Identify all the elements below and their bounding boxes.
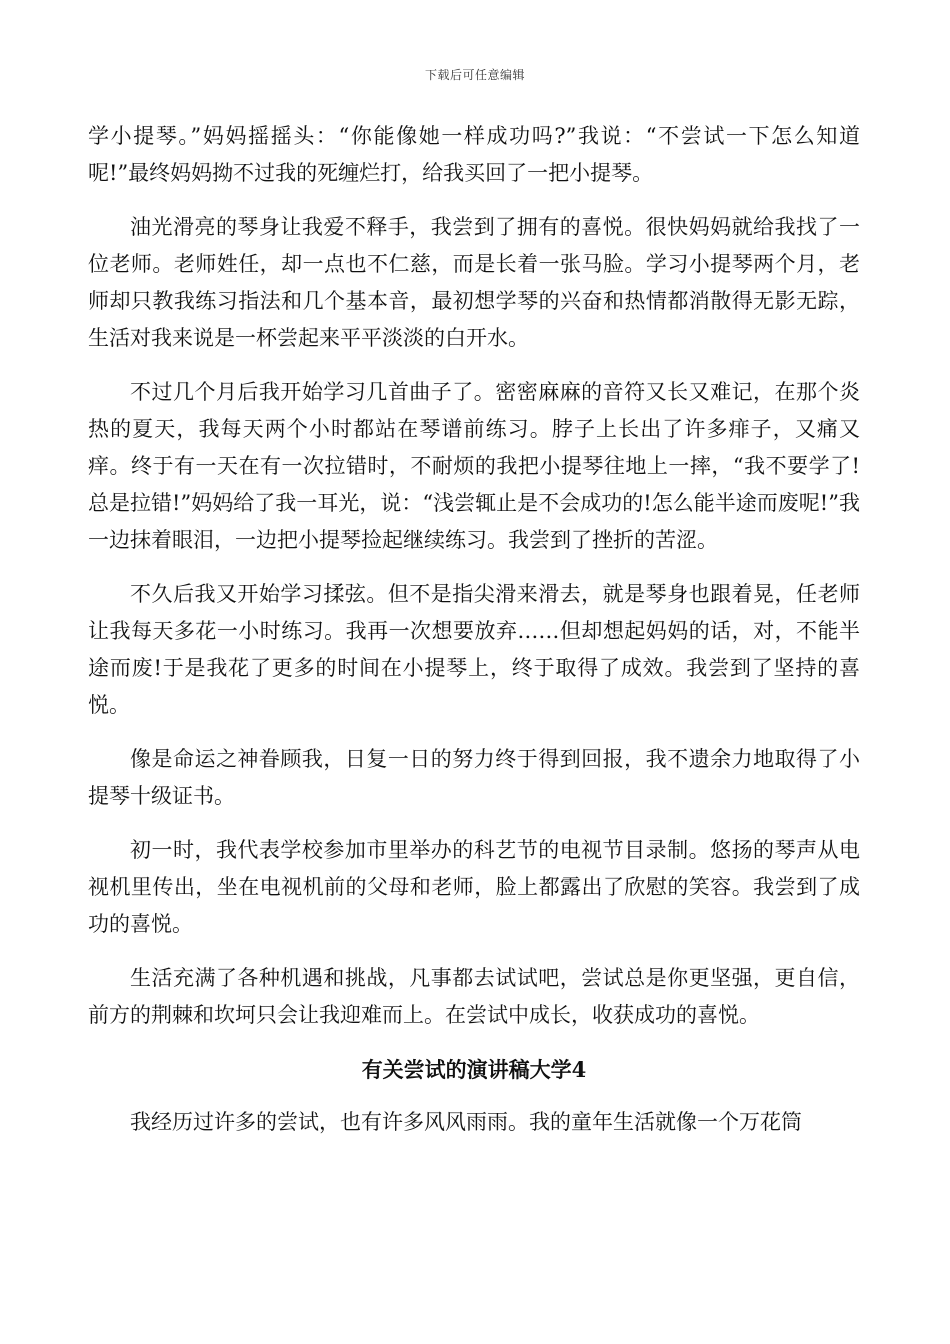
document-body <box>88 118 860 1158</box>
paragraph-3: 不过几个月后我开始学习几首曲子了。密密麻麻的音符又长又难记，在那个炎热的夏天，我每天两个小时都站在琴谱前练习。脖子上长出了许多痱子，又痛又痒。终于有一天在有一次拉错时，不耐烦的我把小提琴往地上一摔，“我不要学了!总是拉错!”妈妈给了我一耳光，说：“浅尝辄止是不会成功的!怎么能半途而废呢!”我一边抹着眼泪，一边把小提琴捡起继续练习。我尝到了挫折的苦涩。 <box>88 380 860 552</box>
section-first-paragraph: 我经历过许多的尝试，也有许多风风雨雨。我的童年生活就像一个万花筒 <box>130 1110 802 1134</box>
paragraph-7: 生活充满了各种机遇和挑战，凡事都去试试吧，尝试总是你更坚强，更自信，前方的荆棘和坎坷只会让我迎难而上。在尝试中成长，收获成功的喜悦。 <box>88 966 860 1027</box>
paragraph-5: 像是命运之神眷顾我，日复一日的努力终于得到回报，我不遗余力地取得了小提琴十级证书。 <box>88 747 860 808</box>
paragraph-4: 不久后我又开始学习揉弦。但不是指尖滑来滑去，就是琴身也跟着晃，任老师让我每天多花一小时练习。我再一次想要放弃……但却想起妈妈的话，对，不能半途而废!于是我花了更多的时间在小提琴上，终于取得了成效。我尝到了坚持的喜悦。 <box>88 582 860 717</box>
header-note: 下载后可任意编辑 <box>424 68 525 82</box>
paragraph-1: 学小提琴。”妈妈摇摇头：“你能像她一样成功吗?”我说：“不尝试一下怎么知道呢!”最终妈妈拗不过我的死缠烂打，给我买回了一把小提琴。 <box>88 124 860 185</box>
paragraph-6: 初一时，我代表学校参加市里举办的科艺节的电视节目录制。悠扬的琴声从电视机里传出，坐在电视机前的父母和老师，脸上都露出了欣慰的笑容。我尝到了成功的喜悦。 <box>88 838 860 936</box>
section-heading: 有关尝试的演讲稿大学4 <box>361 1057 587 1082</box>
paragraph-2: 油光滑亮的琴身让我爱不释手，我尝到了拥有的喜悦。很快妈妈就给我找了一位老师。老师姓任，却一点也不仁慈，而是长着一张马脸。学习小提琴两个月，老师却只教我练习指法和几个基本音，最初想学琴的兴奋和热情都消散得无影无踪，生活对我来说是一杯尝起来平平淡淡的白开水。 <box>88 215 860 350</box>
